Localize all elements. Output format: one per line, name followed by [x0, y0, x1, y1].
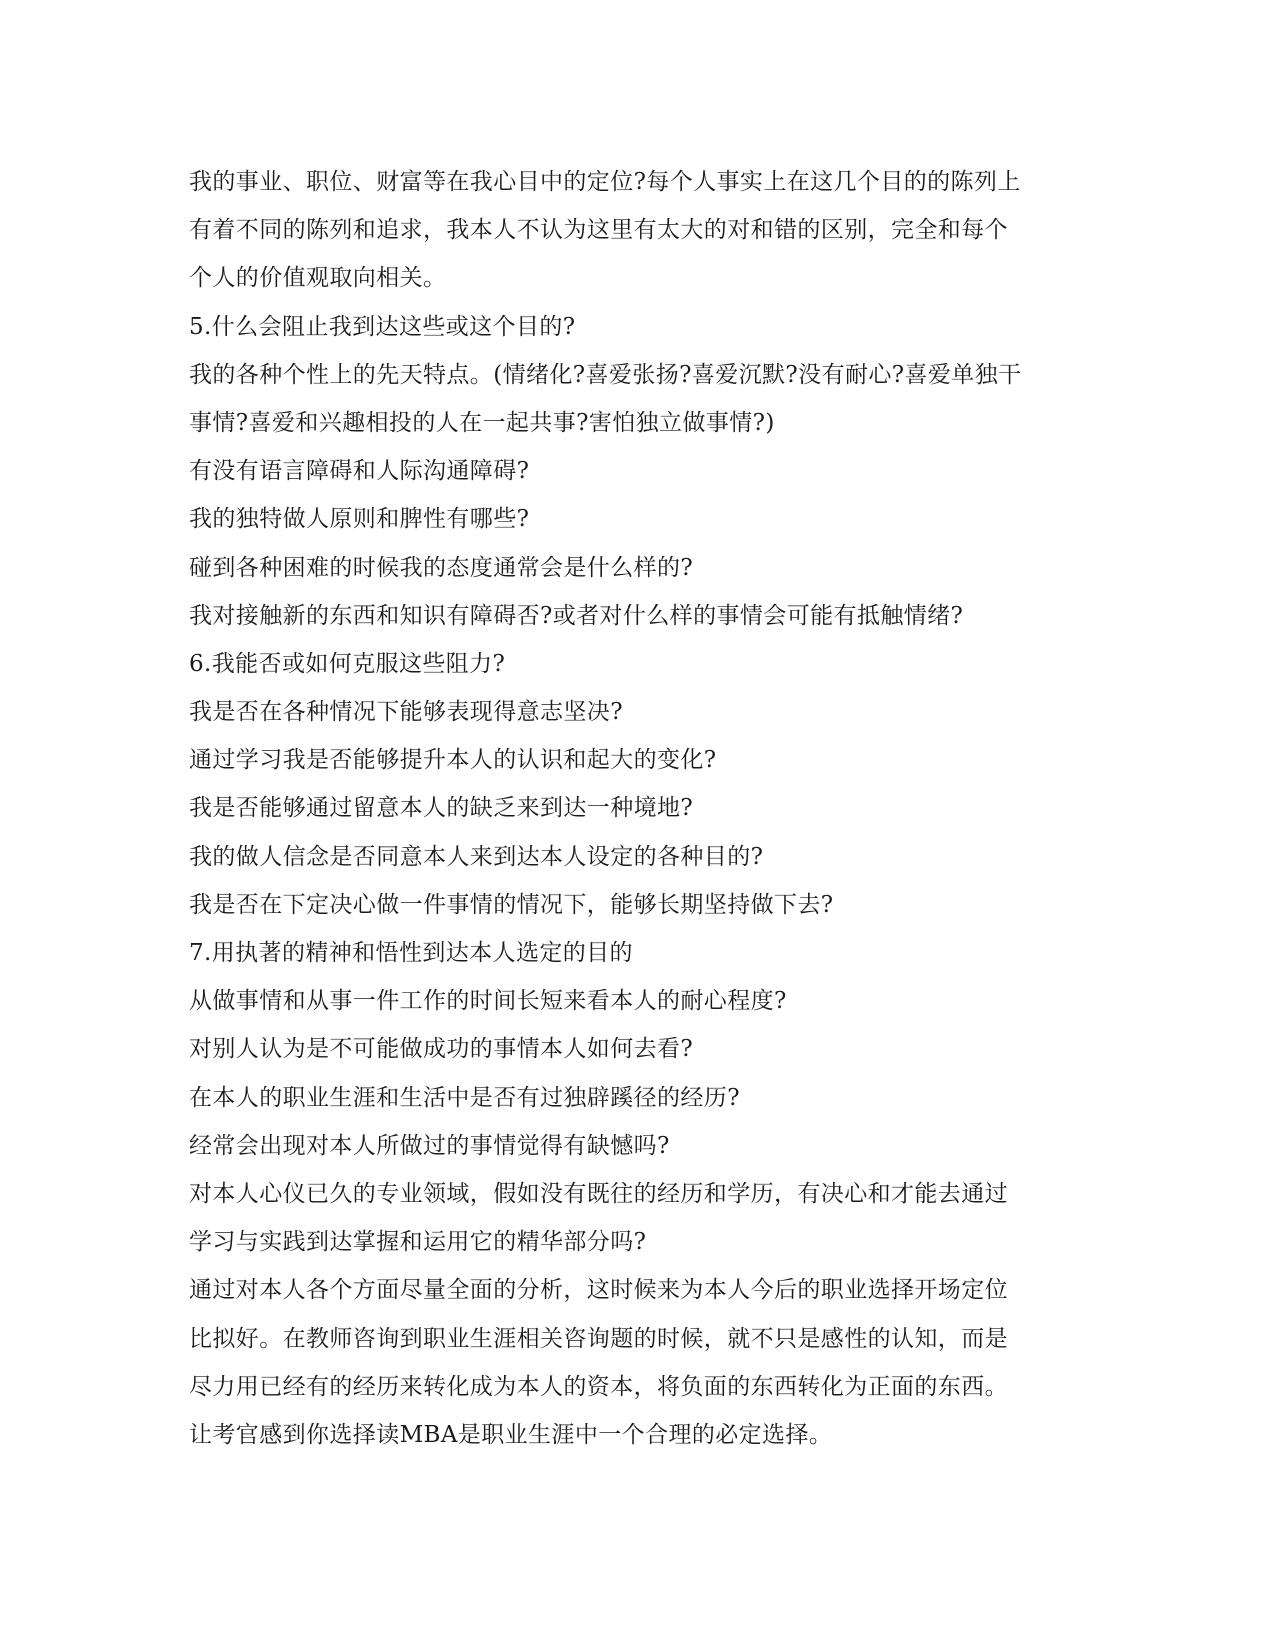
paragraph-line: 我的各种个性上的先天特点。(情绪化?喜爱张扬?喜爱沉默?没有耐心?喜爱单独干	[189, 361, 1022, 388]
paragraph-line: 对本人心仪已久的专业领域，假如没有既往的经历和学历，有决心和才能去通过	[189, 1180, 1008, 1207]
question-line: 我是否在各种情况下能够表现得意志坚决?	[189, 699, 623, 726]
question-line: 我的做人信念是否同意本人来到达本人设定的各种目的?	[189, 843, 764, 870]
question-line: 对别人认为是不可能做成功的事情本人如何去看?	[189, 1036, 694, 1063]
section-heading: 7.用执著的精神和悟性到达本人选定的目的	[189, 940, 633, 966]
paragraph-line: 通过对本人各个方面尽量全面的分析，这时候来为本人今后的职业选择开场定位	[189, 1277, 1008, 1304]
question-line: 经常会出现对本人所做过的事情觉得有缺憾吗?	[189, 1132, 670, 1159]
paragraph-line: 尽力用已经有的经历来转化成为本人的资本，将负面的东西转化为正面的东西。	[189, 1373, 1008, 1400]
question-line: 从做事情和从事一件工作的时间长短来看本人的耐心程度?	[189, 988, 787, 1015]
paragraph-line: 让考官感到你选择读MBA是职业生涯中一个合理的必定选择。	[189, 1421, 833, 1448]
question-line: 碰到各种困难的时候我的态度通常会是什么样的?	[189, 554, 694, 581]
paragraph-line: 我的事业、职位、财富等在我心目中的定位?每个人事实上在这几个目的的陈列上	[189, 169, 1021, 195]
document-body	[189, 158, 1089, 1459]
section-heading: 5.什么会阻止我到达这些或这个目的?	[189, 313, 576, 340]
question-line: 有没有语言障碍和人际沟通障碍?	[189, 458, 530, 485]
question-line: 我是否能够通过留意本人的缺乏来到达一种境地?	[189, 795, 694, 822]
paragraph-line: 个人的价值观取向相关。	[189, 265, 447, 292]
question-line: 我对接触新的东西和知识有障碍否?或者对什么样的事情会可能有抵触情绪?	[189, 602, 964, 629]
question-line: 我是否在下定决心做一件事情的情况下，能够长期坚持做下去?	[189, 891, 834, 918]
paragraph-line: 比拟好。在教师咨询到职业生涯相关咨询题的时候，就不只是感性的认知，而是	[189, 1325, 1008, 1352]
paragraph-line: 有着不同的陈列和追求，我本人不认为这里有太大的对和错的区别，完全和每个	[189, 217, 1008, 244]
question-line: 在本人的职业生涯和生活中是否有过独辟蹊径的经历?	[189, 1084, 740, 1111]
question-line: 通过学习我是否能够提升本人的认识和起大的变化?	[189, 747, 717, 774]
paragraph-line: 学习与实践到达掌握和运用它的精华部分吗?	[189, 1229, 647, 1256]
section-heading: 6.我能否或如何克服这些阻力?	[189, 650, 506, 677]
question-line: 我的独特做人原则和脾性有哪些?	[189, 506, 530, 533]
paragraph-line: 事情?喜爱和兴趣相投的人在一起共事?害怕独立做事情?)	[189, 409, 775, 436]
